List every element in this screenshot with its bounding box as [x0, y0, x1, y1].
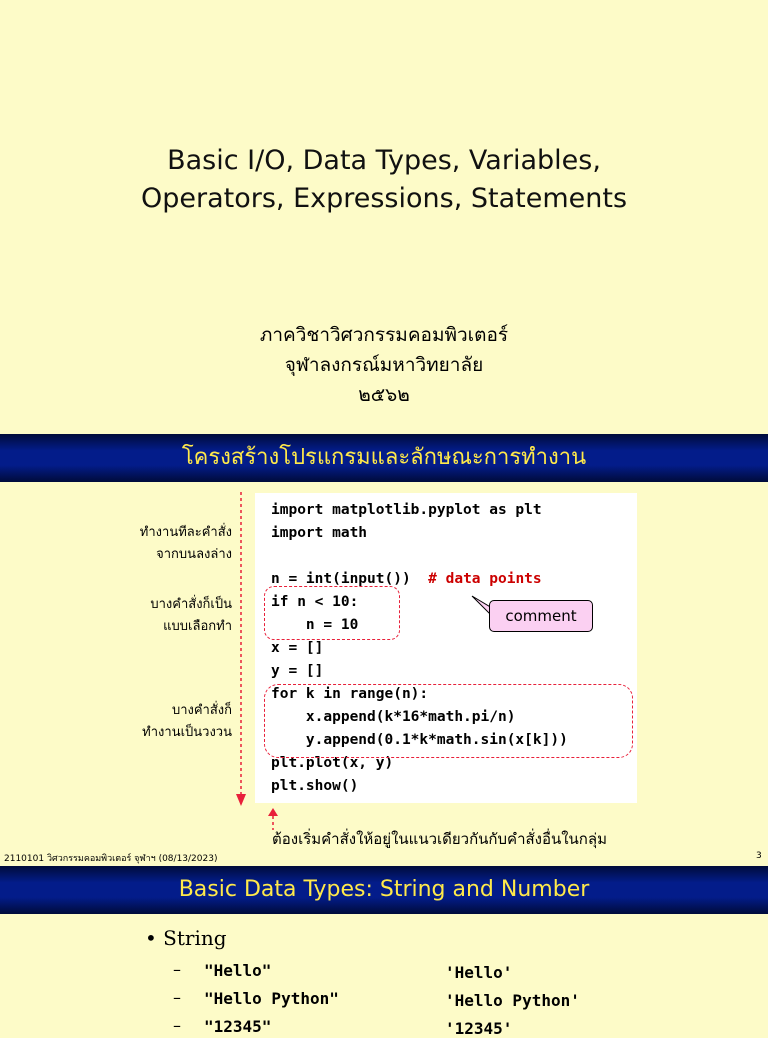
label-branch-line-1: บางคำสั่งก็เป็น — [150, 597, 232, 612]
code-line: n = 10 — [271, 617, 359, 633]
label-sequential-line-2: จากบนลงล่าง — [156, 547, 232, 562]
indentation-note: ต้องเริ่มคำสั่งให้อยู่ในแนวเดียวกันกับคำสั่งอื่นในกลุ่ม — [272, 830, 607, 848]
footer-course: 2110101 วิศวกรรมคอมพิวเตอร์ จุฬาฯ (08/13/2023) — [4, 854, 218, 864]
string-example-double: "12345" — [204, 1017, 272, 1036]
code-line: plt.plot(x, y) — [271, 755, 394, 771]
code-line: y = [] — [271, 663, 324, 679]
label-sequential — [112, 522, 232, 566]
label-branch — [112, 594, 232, 638]
loop-block-highlight — [264, 684, 633, 758]
label-sequential-line-1: ทำงานทีละคำสั่ง — [139, 525, 232, 540]
bullet-string: • String — [145, 926, 227, 950]
bullet-label: String — [163, 926, 227, 950]
page-number: 3 — [756, 851, 762, 861]
code-line: plt.show() — [271, 778, 359, 794]
inline-comment: # data points — [428, 571, 542, 587]
slide-heading: โครงสร้างโปรแกรมและลักษณะการทำงาน — [0, 434, 768, 482]
title-line-1: Basic I/O, Data Types, Variables, — [167, 145, 601, 176]
slide-subtitle — [0, 320, 768, 410]
slide-heading: Basic Data Types: String and Number — [0, 866, 768, 914]
code-line: for k in range(n): — [271, 686, 429, 702]
program-structure-slide — [0, 432, 768, 866]
if-block-highlight — [264, 586, 400, 640]
title-slide — [0, 0, 768, 432]
code-line: x = [] — [271, 640, 324, 656]
string-example-double: "Hello" — [204, 961, 272, 980]
label-loop-line-2: ทำงานเป็นวงวน — [142, 725, 232, 740]
university-text: จุฬาลงกรณ์มหาวิทยาลัย — [284, 354, 484, 376]
label-loop — [112, 700, 232, 744]
label-loop-line-1: บางคำสั่งก็ — [171, 703, 232, 718]
dash-icon: – — [173, 960, 181, 979]
dash-icon: – — [173, 1016, 181, 1035]
data-types-slide — [0, 866, 768, 1038]
slide-title — [0, 142, 768, 218]
code-line: x.append(k*16*math.pi/n) — [271, 709, 516, 725]
code-line: y.append(0.1*k*math.sin(x[k])) — [271, 732, 568, 748]
string-example-single: '12345' — [445, 1019, 513, 1038]
code-line: import matplotlib.pyplot as plt — [271, 502, 542, 518]
comment-bubble: comment — [489, 600, 593, 632]
code-line: if n < 10: — [271, 594, 359, 610]
code-text: n = int(input()) — [271, 571, 411, 587]
string-example-single: 'Hello' — [445, 963, 513, 982]
code-line: import math — [271, 525, 368, 541]
department-text: ภาควิชาวิศวกรรมคอมพิวเตอร์ — [259, 324, 509, 346]
flow-down-arrow-icon — [234, 492, 248, 808]
year-text: ๒๕๖๒ — [358, 384, 410, 406]
title-line-2: Operators, Expressions, Statements — [140, 183, 628, 214]
label-branch-line-2: แบบเลือกทำ — [163, 619, 232, 634]
string-example-double: "Hello Python" — [204, 989, 339, 1008]
string-example-single: 'Hello Python' — [445, 991, 580, 1010]
dash-icon: – — [173, 988, 181, 1007]
